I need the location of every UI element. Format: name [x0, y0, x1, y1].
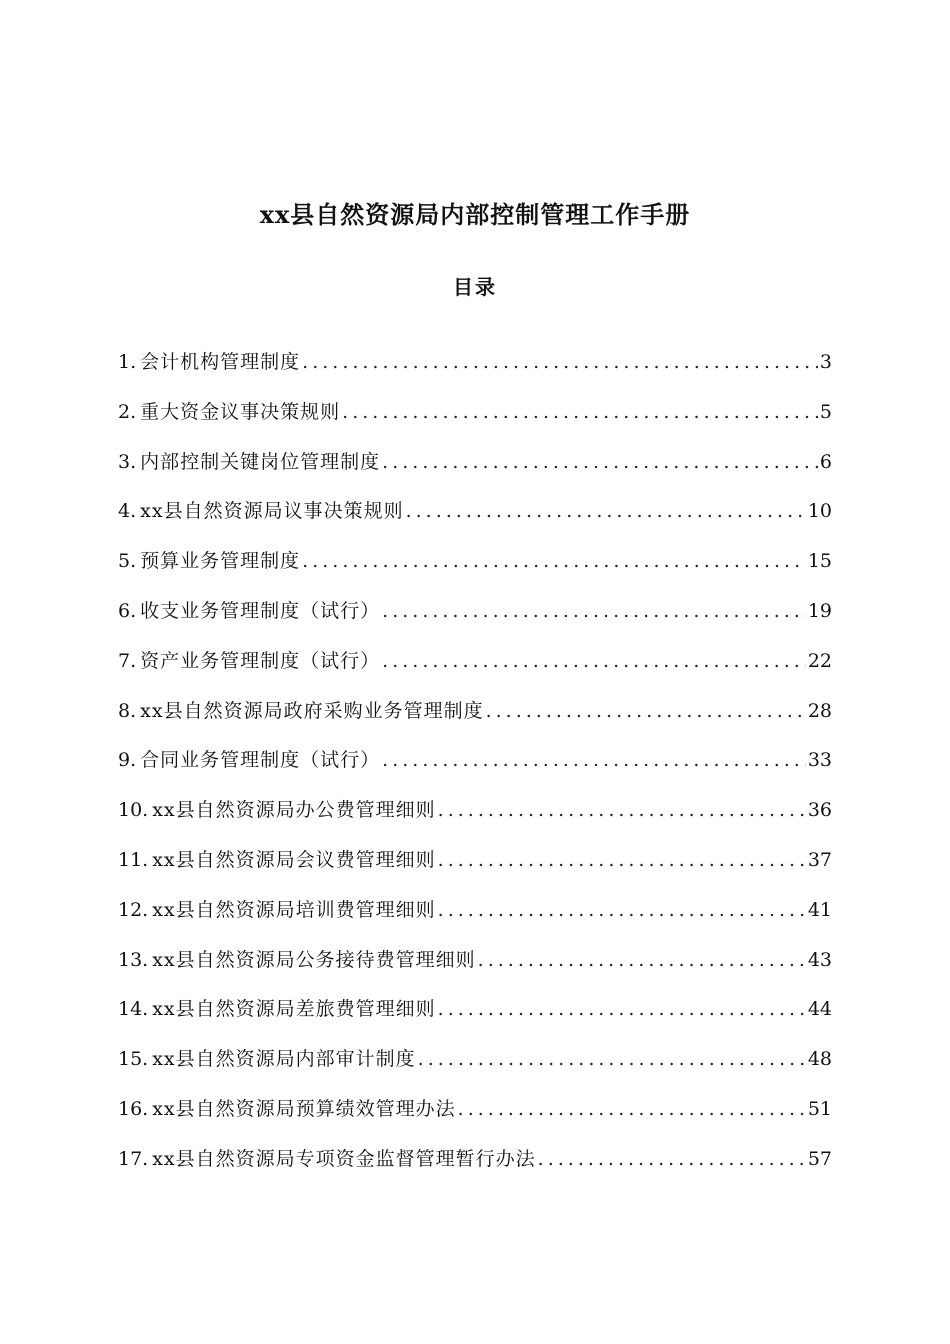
toc-dot-leader: [486, 696, 806, 726]
toc-entry-title: xx县自然资源局办公费管理细则: [152, 799, 436, 822]
toc-dot-leader: [302, 347, 818, 377]
toc-entry-page: 22: [807, 649, 832, 672]
toc-dot-leader: [406, 496, 806, 526]
toc-entry[interactable]: [118, 845, 832, 895]
toc-entry-title: xx县自然资源局差旅费管理细则: [152, 998, 436, 1021]
toc-entry-title: xx县自然资源局公务接待费管理细则: [152, 948, 476, 971]
toc-dot-leader: [438, 994, 806, 1024]
toc-entry[interactable]: [118, 795, 832, 845]
toc-dot-leader: [438, 795, 806, 825]
toc-dot-leader: [438, 895, 806, 925]
toc-entry-page: 10: [807, 500, 832, 523]
toc-entry-title: 内部控制关键岗位管理制度: [140, 450, 381, 473]
toc-entry-number: 4.: [118, 500, 137, 523]
toc-dot-leader: [418, 1044, 806, 1074]
document-title: xx县自然资源局内部控制管理工作手册: [259, 200, 691, 229]
toc-entry-title: 预算业务管理制度: [140, 550, 301, 573]
toc-entry[interactable]: [118, 347, 832, 397]
toc-entry-number: 1.: [118, 351, 137, 373]
toc-entry-title: xx县自然资源局专项资金监督管理暂行办法: [152, 1147, 536, 1170]
toc-entry-page: 6: [819, 450, 832, 473]
toc-entry-number: 16.: [118, 1097, 149, 1120]
toc-entry-page: 48: [807, 1048, 832, 1071]
toc-entry-page: 43: [807, 948, 832, 971]
toc-entry-number: 13.: [118, 948, 149, 971]
toc-entry[interactable]: [118, 945, 832, 995]
toc-entry[interactable]: [118, 397, 832, 447]
toc-entry-number: 8.: [118, 699, 137, 722]
toc-entry-page: 3: [819, 351, 832, 373]
toc-entry[interactable]: [118, 1144, 832, 1194]
toc-entry-number: 3.: [118, 450, 137, 473]
toc-entry-title: 会计机构管理制度: [140, 351, 301, 373]
toc-entry-page: 15: [807, 550, 832, 573]
table-of-contents: [118, 347, 832, 1194]
toc-entry-page: 36: [807, 799, 832, 822]
toc-entry[interactable]: [118, 994, 832, 1044]
toc-entry-number: 5.: [118, 550, 137, 573]
toc-entry-number: 9.: [118, 749, 137, 772]
toc-entry-page: 33: [807, 749, 832, 772]
toc-entry-title: 重大资金议事决策规则: [140, 400, 341, 423]
toc-entry-page: 5: [819, 400, 832, 423]
toc-dot-leader: [438, 845, 806, 875]
toc-dot-leader: [302, 546, 806, 576]
toc-entry-page: 41: [807, 898, 832, 921]
toc-entry-page: 28: [807, 699, 832, 722]
toc-entry-title: xx县自然资源局内部审计制度: [152, 1048, 416, 1071]
toc-entry-number: 10.: [118, 799, 149, 822]
toc-entry[interactable]: [118, 696, 832, 746]
toc-entry-title: 资产业务管理制度（试行）: [140, 649, 381, 672]
toc-entry-title: 合同业务管理制度（试行）: [140, 749, 381, 772]
toc-dot-leader: [382, 745, 806, 775]
toc-heading: 目录: [453, 275, 497, 299]
toc-entry-title: 收支业务管理制度（试行）: [140, 599, 381, 622]
toc-dot-leader: [382, 646, 806, 676]
toc-entry-number: 7.: [118, 649, 137, 672]
toc-entry-title: xx县自然资源局会议费管理细则: [152, 848, 436, 871]
toc-entry-title: xx县自然资源局政府采购业务管理制度: [140, 699, 484, 722]
toc-entry[interactable]: [118, 546, 832, 596]
toc-entry[interactable]: [118, 1094, 832, 1144]
toc-dot-leader: [342, 397, 818, 427]
toc-entry-number: 12.: [118, 898, 149, 921]
toc-entry[interactable]: [118, 496, 832, 546]
toc-entry-page: 37: [807, 848, 832, 871]
toc-entry-title: xx县自然资源局培训费管理细则: [152, 898, 436, 921]
toc-entry-title: xx县自然资源局预算绩效管理办法: [152, 1097, 456, 1120]
toc-entry[interactable]: [118, 745, 832, 795]
toc-entry-page: 44: [807, 998, 832, 1021]
toc-entry-number: 11.: [118, 848, 149, 871]
toc-entry-number: 2.: [118, 400, 137, 423]
toc-entry[interactable]: [118, 646, 832, 696]
toc-entry-page: 19: [807, 599, 832, 622]
toc-entry[interactable]: [118, 1044, 832, 1094]
toc-entry-number: 17.: [118, 1147, 149, 1170]
toc-entry-page: 57: [807, 1147, 832, 1170]
toc-entry-number: 15.: [118, 1048, 149, 1071]
toc-dot-leader: [478, 945, 806, 975]
toc-entry-title: xx县自然资源局议事决策规则: [140, 500, 404, 523]
toc-entry-number: 6.: [118, 599, 137, 622]
toc-entry[interactable]: [118, 447, 832, 497]
toc-entry[interactable]: [118, 895, 832, 945]
toc-dot-leader: [458, 1094, 806, 1124]
toc-dot-leader: [382, 447, 818, 477]
toc-dot-leader: [538, 1144, 806, 1174]
toc-entry-page: 51: [807, 1097, 832, 1120]
toc-entry[interactable]: [118, 596, 832, 646]
toc-dot-leader: [382, 596, 806, 626]
toc-entry-number: 14.: [118, 998, 149, 1021]
